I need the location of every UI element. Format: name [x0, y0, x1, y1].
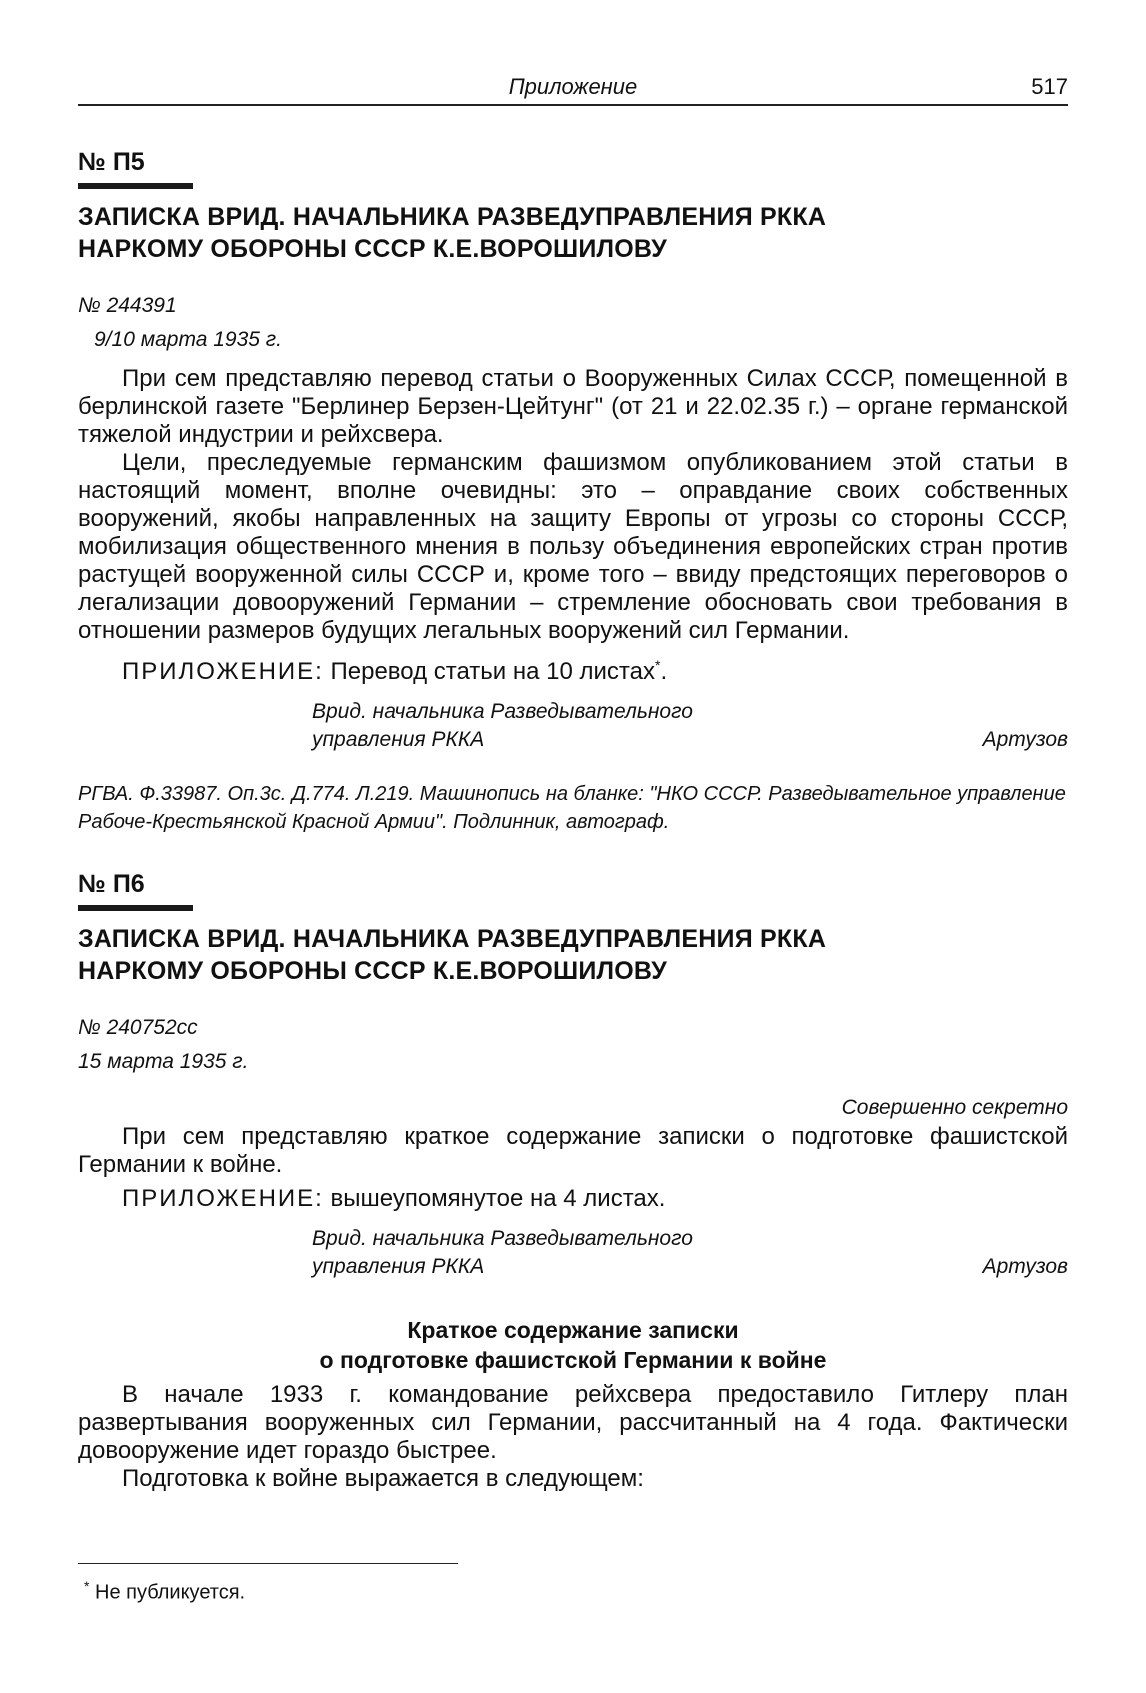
summary-title [78, 1315, 1068, 1375]
document-p6 [78, 872, 1068, 1493]
signatory-name: Артузов [982, 728, 1068, 751]
doc-date: 9/10 марта 1935 г. [94, 328, 282, 351]
doc-number: № П6 [78, 870, 145, 898]
footnote-divider [78, 1563, 458, 1564]
page-number: 517 [1031, 74, 1068, 99]
paragraph: Подготовка к войне выражается в следующем: [122, 1465, 644, 1492]
paragraph: При сем представляю перевод статьи о Вооруженных Силах СССР, помещенной в берлинской газете "Берлинер Берзен-Цейтунг" (от 21 и 22.02.35 г.) – органе германской тяжелой индустрии и рейхсвера. [78, 365, 1068, 448]
footnote-marker: * [655, 657, 661, 673]
doc-title-line: ЗАПИСКА ВРИД. НАЧАЛЬНИКА РАЗВЕДУПРАВЛЕНИЯ РККА [78, 203, 827, 231]
appendix-label: ПРИЛОЖЕНИЕ: [122, 1185, 324, 1212]
signatory-position [312, 698, 693, 754]
footnote-mark: * [84, 1578, 90, 1594]
archive-reference: РГВА. Ф.33987. Оп.3с. Д.774. Л.219. Машинопись на бланке: "НКО СССР. Разведывательное управление Рабоче-Крестьянской Красной Армии". Подлинник, автограф. [78, 783, 1066, 833]
doc-number: № П5 [78, 148, 145, 176]
reg-number: № 244391 [78, 294, 177, 317]
signature-block [78, 698, 1068, 766]
doc-title [78, 201, 1068, 265]
appendix-end: . [660, 658, 668, 685]
appendix-text: Перевод статьи на 10 листах [323, 658, 655, 685]
summary-title-line: о подготовке фашистской Германии к войне [319, 1347, 827, 1373]
appendix-text: вышеупомянутое на 4 листах. [323, 1185, 666, 1212]
paragraph: Цели, преследуемые германским фашизмом опубликованием этой статьи в настоящий момент, вполне очевидны: это – оправдание своих собственных вооружений, якобы направленных на защиту Европы от угрозы со стороны СССР, мобилизация общественного мнения в пользу объединения европейских стран против растущей вооруженной силы СССР и, кроме того – ввиду предстоящих переговоров о легализации довооружений Германии – стремление обосновать свои требования в отношении размеров будущих легальных вооружений сил Германии. [78, 449, 1068, 644]
doc-title [78, 923, 1068, 987]
signatory-position-line: Врид. начальника Разведывательного [312, 700, 693, 723]
paragraph: В начале 1933 г. командование рейхсвера предоставило Гитлеру план развертывания вооруженных сил Германии, рассчитанный на 4 года. Фактически довооружение идет гораздо быстрее. [78, 1381, 1068, 1464]
signature-block [78, 1225, 1068, 1293]
document-p5 [78, 150, 1068, 836]
signatory-position [312, 1225, 693, 1281]
appendix-line [78, 649, 1068, 688]
doc-title-line: НАРКОМУ ОБОРОНЫ СССР К.Е.ВОРОШИЛОВУ [78, 957, 667, 985]
running-header [78, 70, 1068, 106]
doc-bar-divider [78, 905, 193, 911]
running-title: Приложение [508, 74, 638, 99]
footnote-text: Не публикуется. [89, 1581, 246, 1604]
signatory-position-line: управления РККА [312, 1255, 485, 1278]
doc-title-line: НАРКОМУ ОБОРОНЫ СССР К.Е.ВОРОШИЛОВУ [78, 235, 667, 263]
page [78, 70, 1068, 1605]
appendix-label: ПРИЛОЖЕНИЕ: [122, 658, 324, 685]
summary-title-line: Краткое содержание записки [407, 1317, 739, 1343]
doc-date: 15 марта 1935 г. [78, 1050, 249, 1073]
doc-bar-divider [78, 183, 193, 189]
secrecy-stamp: Совершенно секретно [841, 1096, 1068, 1119]
signatory-position-line: Врид. начальника Разведывательного [312, 1227, 693, 1250]
appendix-line [78, 1183, 1068, 1215]
reg-number: № 240752сс [78, 1016, 198, 1039]
paragraph: При сем представляю краткое содержание записки о подготовке фашистской Германии к войне. [78, 1123, 1068, 1178]
footnote [78, 1578, 1068, 1605]
doc-title-line: ЗАПИСКА ВРИД. НАЧАЛЬНИКА РАЗВЕДУПРАВЛЕНИЯ РККА [78, 925, 827, 953]
signatory-name: Артузов [982, 1255, 1068, 1278]
signatory-position-line: управления РККА [312, 728, 485, 751]
